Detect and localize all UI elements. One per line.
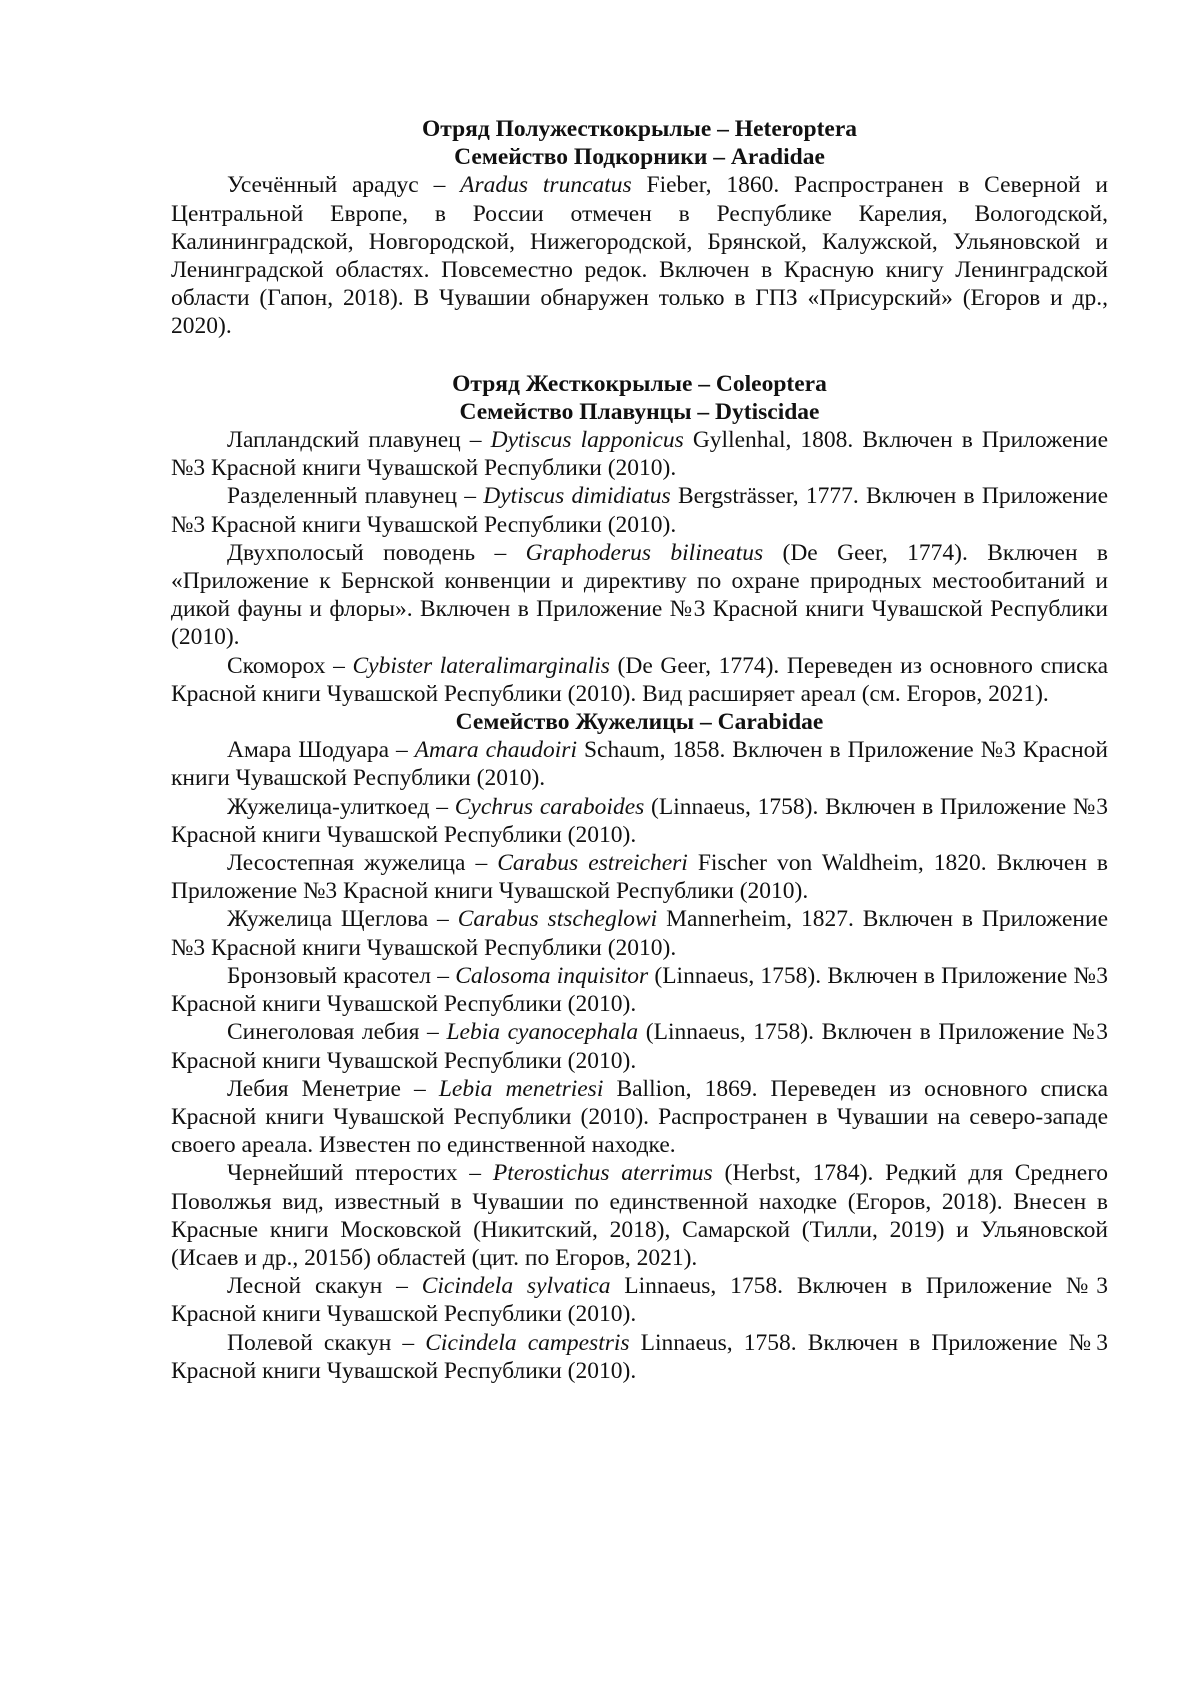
species-entry (171, 171, 1108, 340)
document-body (171, 115, 1108, 1385)
species-entry (171, 793, 1108, 849)
species-name: Лапландский плавунец – (227, 427, 482, 454)
species-name: Бронзовый красотел – (227, 962, 449, 989)
species-entry (171, 1329, 1108, 1385)
family-heading: Семейство Плавунцы – Dytiscidae (459, 398, 820, 425)
species-latin-name: Cicindela campestris (425, 1329, 630, 1356)
species-entry (171, 482, 1108, 538)
species-entry (171, 736, 1108, 792)
species-entry (171, 539, 1108, 652)
species-name: Разделенный плавунец – (227, 483, 477, 510)
species-text: (Linnaeus, 1758). Включен в Приложение №3 Красной книги Чувашской Республики (2010). (171, 1019, 1109, 1074)
species-latin-name: Cychrus caraboides (454, 793, 645, 820)
species-entry (171, 1272, 1108, 1328)
order-heading: Отряд Полужесткокрылые – Heteroptera (421, 116, 858, 142)
species-name: Лебия Менетрие – (227, 1075, 426, 1102)
species-latin-name: Graphoderus bilineatus (525, 539, 764, 566)
species-name: Двухполосый поводень – (227, 539, 507, 566)
family-heading: Семейство Жужелицы – Carabidae (455, 709, 824, 736)
species-entry (171, 1018, 1108, 1074)
species-name: Усечённый арадус – (227, 172, 446, 199)
species-text: (Linnaeus, 1758). Включен в Приложение №3 Красной книги Чувашской Республики (2010). (171, 793, 1108, 848)
species-latin-name: Dytiscus dimidiatus (483, 483, 671, 510)
species-name: Лесной скакун – (227, 1273, 408, 1300)
species-name: Лесостепная жужелица – (227, 850, 488, 877)
species-text: Bergsträsser, 1777. Включен в Приложение №3 Красной книги Чувашской Республики (2010). (171, 483, 1109, 538)
species-entry (171, 1075, 1108, 1160)
species-text: Ballion, 1869. Переведен из основного списка Красной книги Чувашской Республики (2010). Распространен в Чувашии на северо-западе своего ареала. Известен по единственной находке. (171, 1075, 1109, 1159)
species-latin-name: Amara chaudoiri (414, 737, 577, 764)
species-latin-name: Aradus truncatus (460, 172, 632, 199)
species-entry (171, 905, 1108, 961)
species-text: Fischer von Waldheim, 1820. Включен в Приложение №3 Красной книги Чувашской Республики (2010). (171, 850, 1109, 905)
species-latin-name: Calosoma inquisitor (455, 962, 649, 989)
species-name: Амара Шодуара – (227, 737, 408, 764)
species-name: Синеголовая лебия – (227, 1019, 439, 1046)
species-latin-name: Cicindela sylvatica (421, 1273, 611, 1300)
species-text: Linnaeus, 1758. Включен в Приложение №3 Красной книги Чувашской Республики (2010). (171, 1329, 1109, 1384)
species-text: (De Geer, 1774). Переведен из основного списка Красной книги Чувашской Республики (2010). Вид расширяет ареал (см. Егоров, 2021). (171, 652, 1109, 707)
species-entry (171, 426, 1108, 482)
species-name: Жужелица-улиткоед – (227, 793, 448, 820)
species-name: Полевой скакун – (227, 1329, 415, 1356)
species-latin-name: Dytiscus lapponicus (490, 427, 684, 454)
species-name: Чернейший птеростих – (227, 1160, 482, 1187)
order-heading: Отряд Жесткокрылые – Coleoptera (452, 370, 827, 397)
species-text: Mannerheim, 1827. Включен в Приложение №3 Красной книги Чувашской Республики (2010). (171, 906, 1108, 961)
species-text: (Herbst, 1784). Редкий для Среднего Поволжья вид, известный в Чувашии по единственной находке (Егоров, 2018). Внесен в Красные книги Московской (Никитский, 2018), Самарской (Тилли, 2019) и Ульяновской (Исаев и др., 2015б) областей (цит. по Егоров, 2021). (171, 1160, 1109, 1271)
species-latin-name: Carabus stscheglowi (457, 906, 658, 933)
species-latin-name: Lebia menetriesi (438, 1075, 604, 1102)
family-heading: Семейство Подкорники – Aradidae (454, 144, 825, 171)
species-latin-name: Lebia cyanocephala (446, 1019, 639, 1046)
species-name: Жужелица Щеглова – (227, 906, 449, 933)
species-entry (171, 849, 1108, 905)
species-entry (171, 1159, 1108, 1272)
species-text: Linnaeus, 1758. Включен в Приложение №3 Красной книги Чувашской Республики (2010). (171, 1273, 1109, 1328)
species-text: Gyllenhal, 1808. Включен в Приложение №3 Красной книги Чувашской Республики (2010). (171, 427, 1108, 482)
species-name: Скоморох – (227, 652, 345, 679)
species-latin-name: Carabus estreicheri (497, 850, 688, 877)
species-entry (171, 652, 1108, 708)
species-entry (171, 962, 1108, 1018)
species-text: Fieber, 1860. Распространен в Северной и Центральной Европе, в России отмечен в Республике Карелия, Вологодской, Калининградской, Новгородской, Нижегородской, Брянской, Калужской, Ульяновской и Ленинградской областях. Повсеместно редок. Включен в Красную книгу Ленинградской области (Гапон, 2018). В Чувашии обнаружен только в ГПЗ «Присурский» (Егоров и др., 2020). (171, 172, 1109, 340)
species-text: (De Geer, 1774). Включен в «Приложение к Бернской конвенции и директиву по охране природных местообитаний и дикой фауны и флоры». Включен в Приложение №3 Красной книги Чувашской Республики (2010). (171, 539, 1109, 651)
species-text: Schaum, 1858. Включен в Приложение №3 Красной книги Чувашской Республики (2010). (171, 737, 1109, 792)
species-text: (Linnaeus, 1758). Включен в Приложение №3 Красной книги Чувашской Республики (2010). (171, 962, 1109, 1018)
species-latin-name: Cybister lateralimarginalis (352, 652, 610, 679)
section-gap (171, 341, 1108, 370)
species-latin-name: Pterostichus aterrimus (492, 1160, 713, 1187)
